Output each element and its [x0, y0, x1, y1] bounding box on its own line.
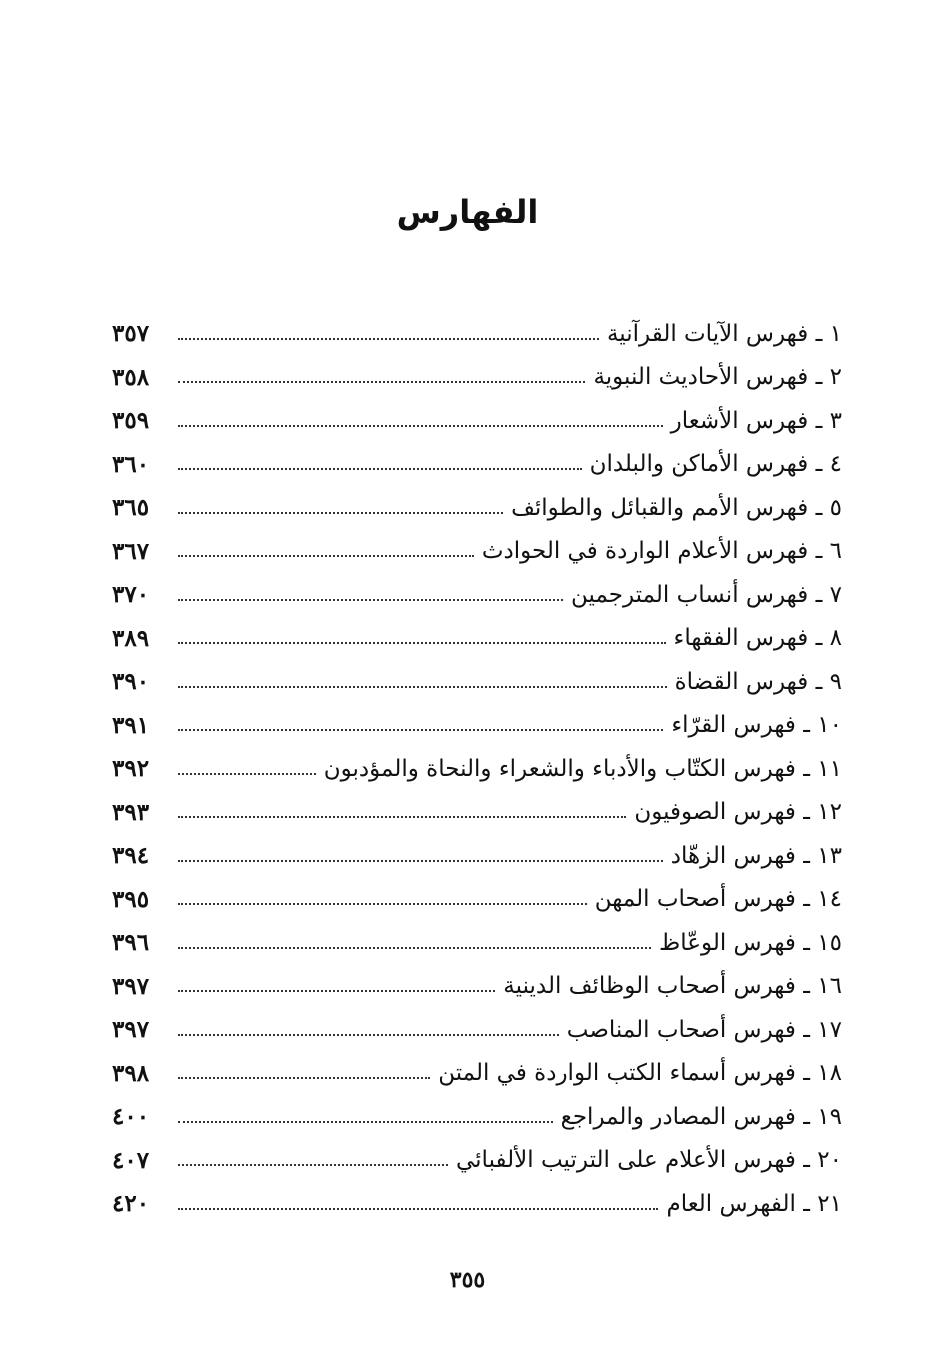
toc-entry-label: ١٢ ـ فهرس الصوفيون [634, 799, 842, 826]
toc-entry [112, 312, 842, 356]
dot-leader [178, 1121, 553, 1123]
toc-entry [112, 704, 842, 748]
toc-entry [112, 1095, 842, 1139]
toc-entry-page: ٣٩٠ [112, 668, 150, 696]
toc-entry-page: ٣٩٨ [112, 1059, 150, 1087]
toc-entry-label: ١٧ ـ فهرس أصحاب المناصب [566, 1016, 842, 1043]
dot-leader [178, 381, 585, 383]
toc-entry [112, 486, 842, 530]
dot-leader [178, 860, 663, 862]
dot-leader [178, 642, 666, 644]
page-number: ٣٥٥ [449, 1267, 486, 1293]
toc-entry-label: ١٨ ـ فهرس أسماء الكتب الواردة في المتن [438, 1060, 842, 1087]
toc-entry-page: ٣٥٩ [112, 407, 150, 435]
toc-entry [112, 921, 842, 965]
dot-leader [178, 1164, 448, 1166]
toc-entry [112, 1052, 842, 1096]
toc-entry-label: ١٠ ـ فهرس القرّاء [671, 712, 842, 739]
dot-leader [178, 338, 599, 340]
toc-entry-page: ٣٧٠ [112, 581, 150, 609]
dot-leader [178, 425, 663, 427]
table-of-contents [112, 312, 842, 1226]
dot-leader [178, 686, 667, 688]
toc-entry-page: ٤٢٠ [112, 1190, 150, 1218]
toc-entry-page: ٤٠٧ [112, 1146, 150, 1174]
toc-entry [112, 747, 842, 791]
toc-entry [112, 356, 842, 400]
toc-entry-page: ٣٦٧ [112, 537, 150, 565]
toc-entry [112, 1182, 842, 1226]
toc-entry-label: ٢١ ـ الفهرس العام [666, 1190, 842, 1217]
toc-entry-page: ٣٩٧ [112, 972, 150, 1000]
toc-entry-label: ١٤ ـ فهرس أصحاب المهن [594, 886, 842, 913]
toc-entry-label: ٣ ـ فهرس الأشعار [670, 407, 842, 434]
toc-entry-label: ١١ ـ فهرس الكتّاب والأدباء والشعراء والنحاة والمؤدبون [323, 755, 842, 782]
toc-entry [112, 660, 842, 704]
dot-leader [178, 599, 563, 601]
toc-entry-page: ٣٩٤ [112, 842, 150, 870]
toc-entry-page: ٣٦٠ [112, 450, 150, 478]
toc-entry [112, 573, 842, 617]
toc-entry-label: ٦ ـ فهرس الأعلام الواردة في الحوادث [481, 538, 842, 565]
toc-entry-page: ٣٩٦ [112, 929, 150, 957]
toc-entry [112, 965, 842, 1009]
toc-entry-page: ٣٩٢ [112, 755, 150, 783]
toc-entry-label: ٨ ـ فهرس الفقهاء [673, 625, 842, 652]
toc-entry-label: ٩ ـ فهرس القضاة [674, 668, 842, 695]
toc-entry-page: ٣٩٣ [112, 798, 150, 826]
toc-entry-page: ٣٩٧ [112, 1016, 150, 1044]
dot-leader [178, 1034, 559, 1036]
toc-entry-page: ٤٠٠ [112, 1103, 150, 1131]
toc-entry [112, 443, 842, 487]
dot-leader [178, 729, 663, 731]
dot-leader [178, 468, 582, 470]
toc-entry-label: ١٣ ـ فهرس الزهّاد [670, 842, 842, 869]
toc-entry [112, 834, 842, 878]
dot-leader [178, 990, 495, 992]
toc-entry-page: ٣٩٥ [112, 885, 150, 913]
toc-entry-label: ١٦ ـ فهرس أصحاب الوظائف الدينية [503, 973, 842, 1000]
toc-entry-label: ١ ـ فهرس الآيات القرآنية [606, 320, 842, 347]
toc-entry [112, 399, 842, 443]
page-title: الفهارس [396, 193, 539, 232]
toc-entry-label: ٢ ـ فهرس الأحاديث النبوية [593, 364, 842, 391]
toc-entry-page: ٣٨٩ [112, 624, 150, 652]
dot-leader [178, 773, 316, 775]
toc-entry-label: ٧ ـ فهرس أنساب المترجمين [571, 581, 842, 608]
toc-entry-label: ٥ ـ فهرس الأمم والقبائل والطوائف [511, 494, 842, 521]
toc-entry-page: ٣٥٧ [112, 320, 150, 348]
dot-leader [178, 1077, 430, 1079]
toc-entry [112, 1008, 842, 1052]
toc-entry-page: ٣٩١ [112, 711, 150, 739]
toc-entry-label: ٤ ـ فهرس الأماكن والبلدان [589, 451, 842, 478]
toc-entry [112, 791, 842, 835]
dot-leader [178, 1208, 658, 1210]
toc-entry [112, 617, 842, 661]
dot-leader [178, 512, 503, 514]
toc-entry-label: ٢٠ ـ فهرس الأعلام على الترتيب الألفبائي [455, 1147, 842, 1174]
dot-leader [178, 816, 626, 818]
toc-entry-page: ٣٥٨ [112, 363, 150, 391]
dot-leader [178, 555, 474, 557]
toc-entry [112, 530, 842, 574]
toc-entry-label: ١٩ ـ فهرس المصادر والمراجع [560, 1103, 842, 1130]
toc-entry-label: ١٥ ـ فهرس الوعّاظ [658, 929, 842, 956]
toc-entry-page: ٣٦٥ [112, 494, 150, 522]
toc-entry [112, 1139, 842, 1183]
dot-leader [178, 947, 651, 949]
dot-leader [178, 903, 587, 905]
toc-entry [112, 878, 842, 922]
